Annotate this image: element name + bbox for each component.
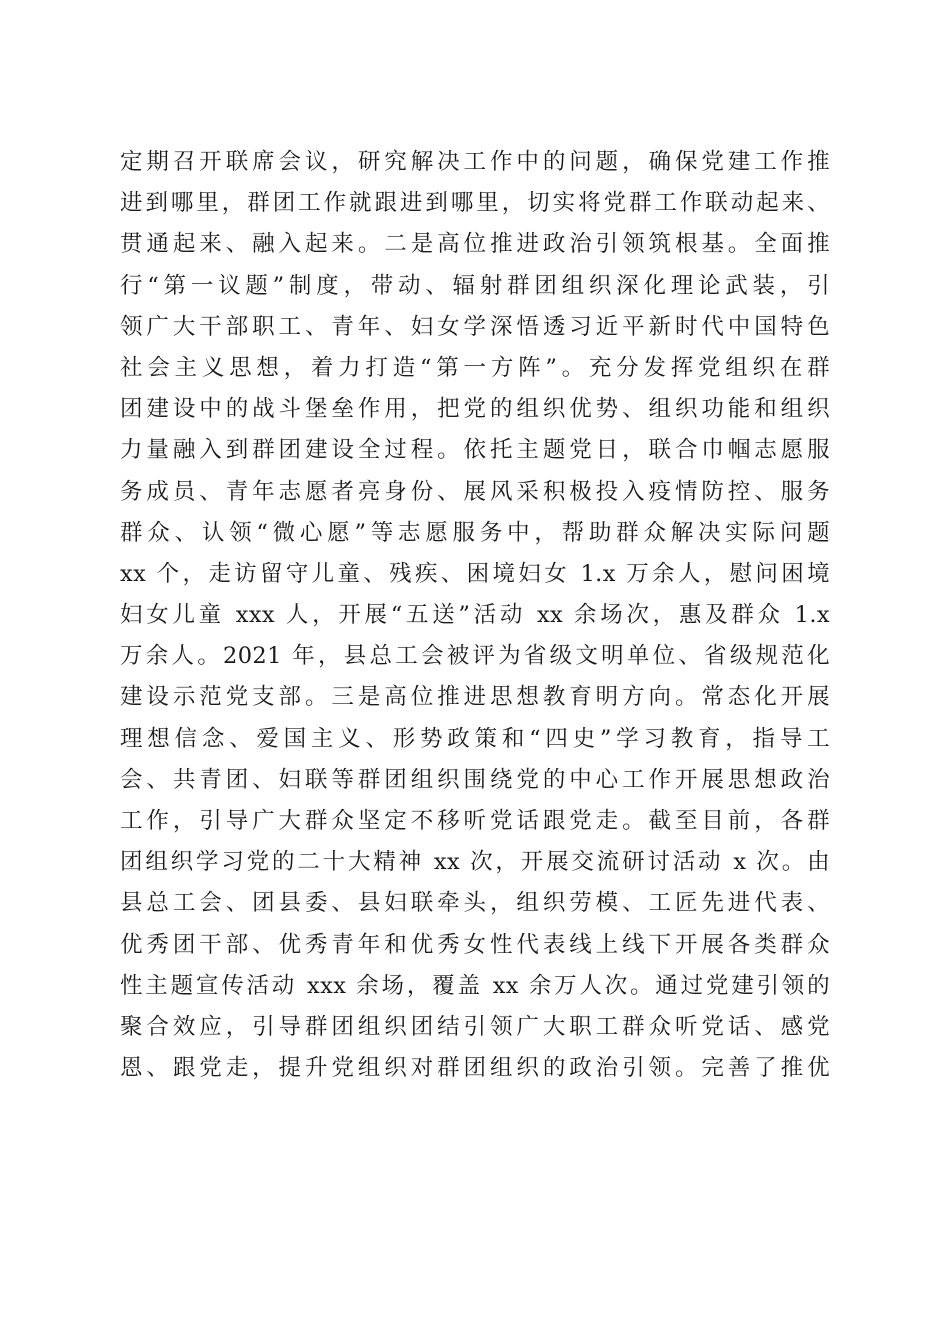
text-line: 县总工会、团县委、县妇联牵头，组织劳模、工匠先进代表、: [120, 890, 830, 917]
text-line: 群众、认领“微心愿”等志愿服务中，帮助群众解决实际问题: [120, 519, 830, 546]
text-line: 定期召开联席会议，研究解决工作中的问题，确保党建工作推: [120, 149, 830, 175]
text-line: 务成员、青年志愿者亮身份、展风采积极投入疫情防控、服务: [120, 478, 830, 505]
text-line: 优秀团干部、优秀青年和优秀女性代表线上线下开展各类群众: [120, 931, 830, 958]
text-line: 行“第一议题”制度，带动、辐射群团组织深化理论武装，引: [120, 272, 830, 299]
text-line: 团建设中的战斗堡垒作用，把党的组织优势、组织功能和组织: [120, 396, 830, 423]
text-line: 工作，引导广大群众坚定不移听党话跟党走。截至目前，各群: [120, 808, 830, 834]
text-line: 会、共青团、妇联等群团组织围绕党的中心工作开展思想政治: [120, 766, 830, 793]
text-line: 领广大干部职工、青年、妇女学深悟透习近平新时代中国特色: [120, 313, 830, 340]
text-line: 恩、跟党走，提升党组织对群团组织的政治引领。完善了推优: [120, 1055, 830, 1082]
text-line: xx 个，走访留守儿童、残疾、困境妇女 1.x 万余人，慰问困境: [120, 560, 830, 587]
text-line: 万余人。2021 年，县总工会被评为省级文明单位、省级规范化: [120, 643, 830, 670]
text-line: 建设示范党支部。三是高位推进思想教育明方向。常态化开展: [120, 684, 830, 711]
text-line: 社会主义思想，着力打造“第一方阵”。充分发挥党组织在群: [120, 354, 830, 381]
text-line: 妇女儿童 xxx 人，开展“五送”活动 xx 余场次，惠及群众 1.x: [120, 602, 830, 629]
text-line: 力量融入到群团建设全过程。依托主题党日，联合巾帼志愿服: [120, 437, 830, 464]
text-line: 聚合效应，引导群团组织团结引领广大职工群众听党话、感党: [120, 1013, 830, 1040]
text-line: 贯通起来、融入起来。二是高位推进政治引领筑根基。全面推: [120, 231, 830, 258]
text-line: 进到哪里，群团工作就跟进到哪里，切实将党群工作联动起来、: [120, 190, 830, 217]
document-body: [120, 142, 830, 1089]
text-line: 性主题宣传活动 xxx 余场，覆盖 xx 余万人次。通过党建引领的: [120, 972, 830, 999]
text-line: 团组织学习党的二十大精神 xx 次，开展交流研讨活动 x 次。由: [120, 849, 830, 876]
text-line: 理想信念、爱国主义、形势政策和“四史”学习教育，指导工: [120, 725, 830, 752]
